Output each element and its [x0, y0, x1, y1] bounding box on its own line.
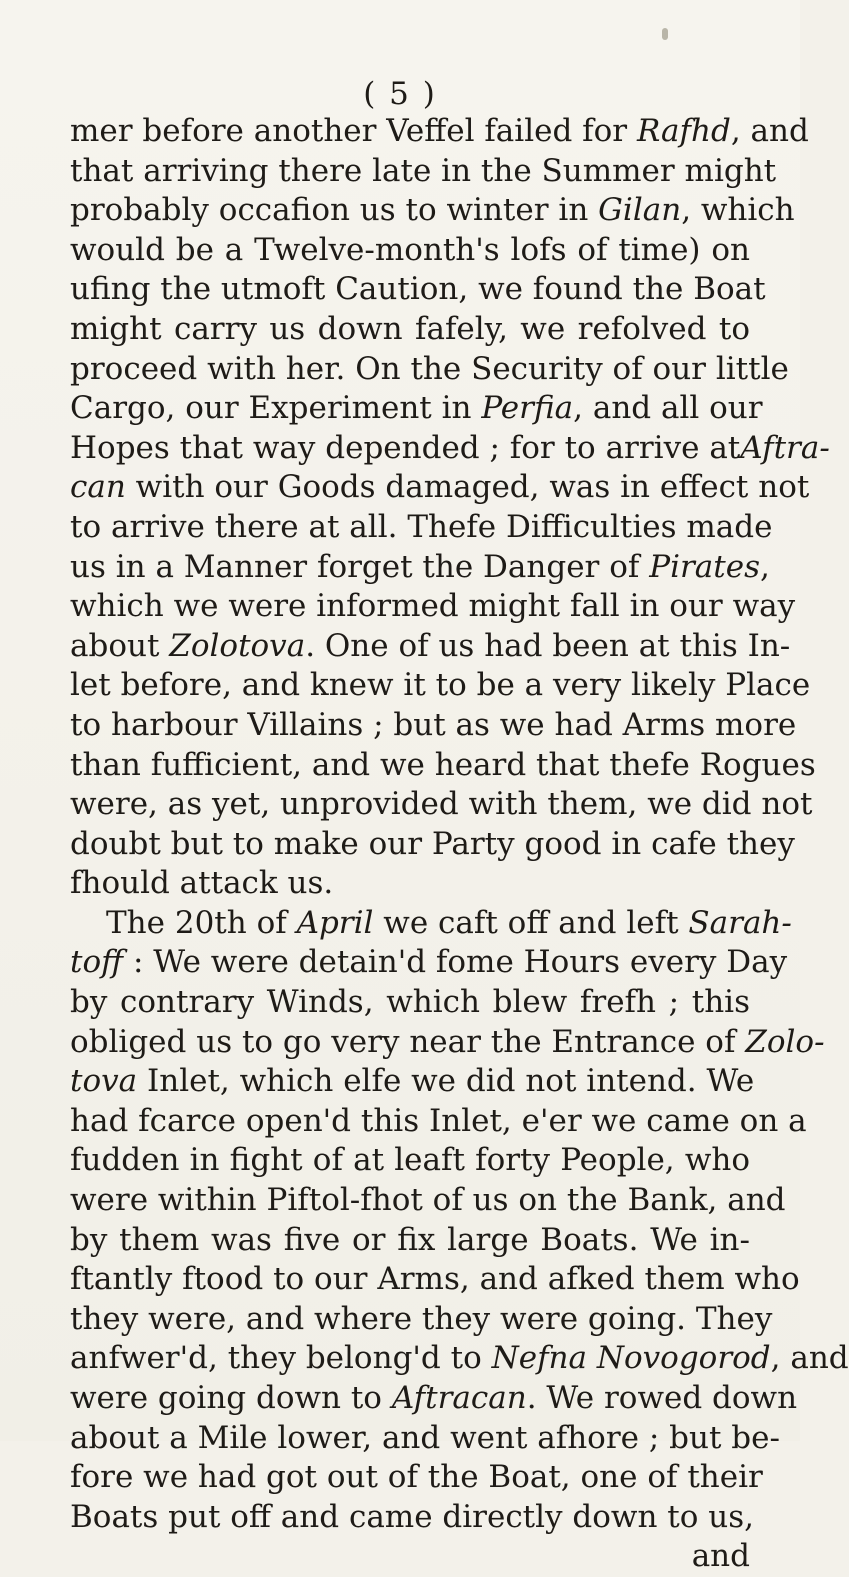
text-line	[70, 706, 797, 746]
text-fragment: probably occafion us to winter in	[70, 192, 599, 229]
text-line	[70, 864, 750, 904]
text-fragment: than fufficient, and we heard that thefe Rogues	[70, 746, 816, 783]
text-line	[70, 1062, 755, 1102]
text-fragment: to harbour Villains ; but as we had Arms more	[70, 706, 797, 743]
text-line	[70, 310, 750, 350]
text-line	[70, 1339, 849, 1379]
text-fragment: might carry us down fafely, we refolved to	[70, 310, 750, 347]
text-fragment: ,	[760, 548, 770, 585]
text-fragment: us in a Manner forget the Danger of	[70, 548, 650, 585]
italic-fragment: Aftra-	[740, 429, 830, 466]
text-fragment: with our Goods damaged, was in effect not	[125, 469, 810, 506]
italic-fragment: can	[70, 469, 126, 506]
text-line	[70, 1260, 800, 1300]
text-line	[70, 1498, 754, 1538]
text-fragment: . One of us had been at this In-	[305, 627, 791, 664]
italic-fragment: tova	[70, 1063, 138, 1100]
text-line	[70, 1379, 798, 1419]
text-fragment: had fcarce open'd this Inlet, e'er we came on a	[70, 1102, 807, 1139]
text-line	[70, 191, 795, 231]
text-fragment: by contrary Winds, which blew frefh ; this	[70, 984, 750, 1021]
text-fragment: fhould attack us.	[70, 865, 334, 902]
text-line	[70, 587, 796, 627]
text-line	[70, 1181, 786, 1221]
text-line	[70, 231, 750, 271]
text-fragment: were within Piftol-fhot of us on the Bank, and	[70, 1182, 786, 1219]
text-fragment: mer before another Veffel failed for	[70, 113, 637, 149]
paper-blemish	[662, 28, 668, 40]
text-line	[70, 1537, 750, 1577]
text-fragment: would be a Twelve-month's lofs of time) on	[70, 231, 750, 268]
text-line	[70, 389, 763, 429]
text-fragment: ftantly ftood to our Arms, and afked them who	[70, 1261, 800, 1298]
text-fragment: anfwer'd, they belong'd to	[70, 1340, 492, 1377]
text-fragment: fudden in fight of at leaft forty People, who	[70, 1142, 750, 1179]
body-text	[70, 112, 849, 1577]
text-fragment: ufing the utmoft Caution, we found the Boat	[70, 271, 766, 308]
text-fragment: that arriving there late in the Summer might	[70, 152, 777, 189]
text-fragment: , and	[770, 1340, 849, 1377]
text-fragment: , which	[681, 192, 795, 229]
text-line	[70, 1221, 750, 1261]
text-fragment: , and all our	[573, 390, 763, 427]
text-line	[70, 350, 789, 390]
italic-fragment: April	[296, 904, 374, 941]
text-line	[70, 943, 788, 983]
italic-fragment: Gilan	[598, 192, 682, 229]
text-fragment: Cargo, our Experiment in	[70, 390, 482, 427]
text-line	[70, 112, 809, 152]
text-fragment: were, as yet, unprovided with them, we did not	[70, 786, 813, 823]
text-fragment: Boats put off and came directly down to us,	[70, 1498, 754, 1535]
italic-fragment: Zolotova	[169, 627, 306, 664]
text-fragment: to arrive there at all. Thefe Difficulties made	[70, 508, 773, 545]
text-line	[70, 627, 791, 667]
text-fragment: obliged us to go very near the Entrance of	[70, 1023, 746, 1060]
text-fragment: fore we had got out of the Boat, one of their	[70, 1459, 763, 1496]
text-fragment: The 20th of	[106, 904, 297, 941]
italic-fragment: Sarah-	[688, 904, 792, 941]
text-line	[70, 1419, 780, 1459]
text-fragment: were going down to	[70, 1380, 392, 1416]
text-line	[70, 1023, 825, 1063]
text-line	[70, 468, 810, 508]
text-line	[70, 983, 750, 1023]
italic-fragment: Zolo-	[745, 1023, 825, 1060]
text-line	[70, 1102, 807, 1142]
text-fragment: , and	[730, 113, 809, 149]
italic-fragment: Aftracan	[391, 1380, 527, 1416]
text-fragment: . We rowed down	[526, 1380, 798, 1416]
text-fragment: Inlet, which elfe we did not intend. We	[137, 1063, 755, 1100]
text-fragment: let before, and knew it to be a very likely Place	[70, 667, 811, 704]
text-line	[70, 825, 795, 865]
text-line	[70, 270, 766, 310]
text-fragment: we caft off and left	[373, 904, 689, 941]
text-line	[70, 1300, 773, 1340]
text-line	[70, 152, 777, 192]
text-fragment: proceed with her. On the Security of our little	[70, 350, 789, 387]
text-fragment: and	[691, 1538, 750, 1575]
italic-fragment: Perfia	[481, 390, 574, 427]
text-fragment: about	[70, 627, 170, 664]
text-line	[70, 904, 792, 944]
text-fragment: which we were informed might fall in our way	[70, 588, 796, 625]
text-line	[70, 508, 773, 548]
italic-fragment: Pirates	[649, 548, 761, 585]
text-line	[70, 785, 813, 825]
text-line	[70, 1458, 763, 1498]
page-number: ( 5 )	[363, 76, 437, 112]
text-line	[70, 548, 770, 588]
text-fragment: they were, and where they were going. They	[70, 1300, 773, 1337]
text-fragment: : We were detain'd fome Hours every Day	[123, 944, 788, 981]
italic-fragment: toff	[70, 944, 124, 981]
text-fragment: by them was five or fix large Boats. We in-	[70, 1221, 750, 1258]
text-line	[70, 1141, 750, 1181]
text-line	[70, 666, 811, 706]
italic-fragment: Rafhd	[636, 113, 731, 149]
text-line	[70, 746, 816, 786]
text-fragment: Hopes that way depended ; for to arrive at	[70, 429, 741, 466]
text-fragment: doubt but to make our Party good in cafe they	[70, 825, 795, 862]
italic-fragment: Nefna Novogorod	[491, 1340, 771, 1377]
text-line	[70, 429, 830, 469]
text-fragment: about a Mile lower, and went afhore ; but be-	[70, 1419, 780, 1456]
